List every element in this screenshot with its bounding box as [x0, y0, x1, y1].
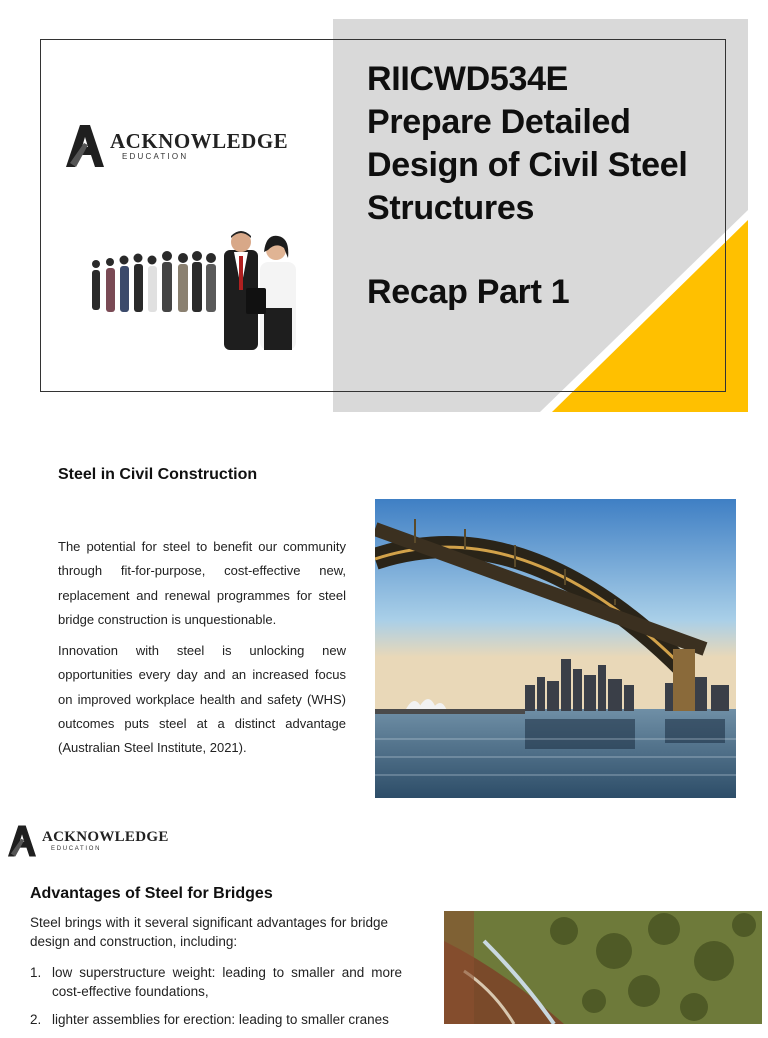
acknowledge-a-icon: [64, 123, 106, 169]
list-item: [30, 1010, 402, 1029]
advantages-intro: Steel brings with it several significant advantages for bridge design and construction, including:: [30, 915, 388, 949]
steel-section-heading: Steel in Civil Construction: [58, 466, 258, 483]
harbour-bridge-photo: [375, 499, 736, 798]
list-item-text: lighter assemblies for erection: leading to smaller cranes: [52, 1012, 389, 1027]
acknowledge-logo: [64, 123, 288, 169]
logo-brand: ACKNOWLEDGE: [110, 129, 289, 153]
outback-bridge-photo: [444, 911, 762, 1024]
steel-paragraph: Innovation with steel is unlocking new opportunities every day and an increased focus on improved workplace health and safety (WHS) outcomes puts steel at a distinct advantage (Australian Steel Institute, 2021).: [58, 643, 346, 756]
cover-title-line: Prepare Detailed: [367, 103, 631, 141]
cover-title-line: Design of Civil Steel: [367, 146, 688, 184]
list-item-number: 2.: [30, 1012, 42, 1027]
cover-title-line: Structures: [367, 189, 535, 227]
cover-subtitle: Recap Part 1: [367, 273, 570, 311]
acknowledge-logo-small: [6, 824, 169, 858]
acknowledge-a-icon: [6, 824, 38, 858]
list-item-number: 1.: [30, 965, 42, 980]
business-people-image: [84, 228, 308, 352]
logo-sub: EDUCATION: [51, 846, 102, 852]
steel-paragraph: The potential for steel to benefit our community through fit-for-purpose, cost-effective new, replacement and renewal programmes for steel bridge construction is unquestionable.: [58, 539, 346, 627]
advantages-heading: Advantages of Steel for Bridges: [30, 885, 273, 902]
advantages-list: [30, 963, 402, 1038]
list-item: [30, 963, 402, 1001]
cover-title-line: RIICWD534E: [367, 60, 569, 98]
cover-title: [367, 58, 727, 230]
logo-sub: EDUCATION: [122, 152, 189, 161]
list-item-text: low superstructure weight: leading to smaller and more cost-effective foundations,: [52, 965, 402, 999]
steel-section-body: [58, 535, 346, 768]
logo-brand: ACKNOWLEDGE: [42, 829, 169, 845]
